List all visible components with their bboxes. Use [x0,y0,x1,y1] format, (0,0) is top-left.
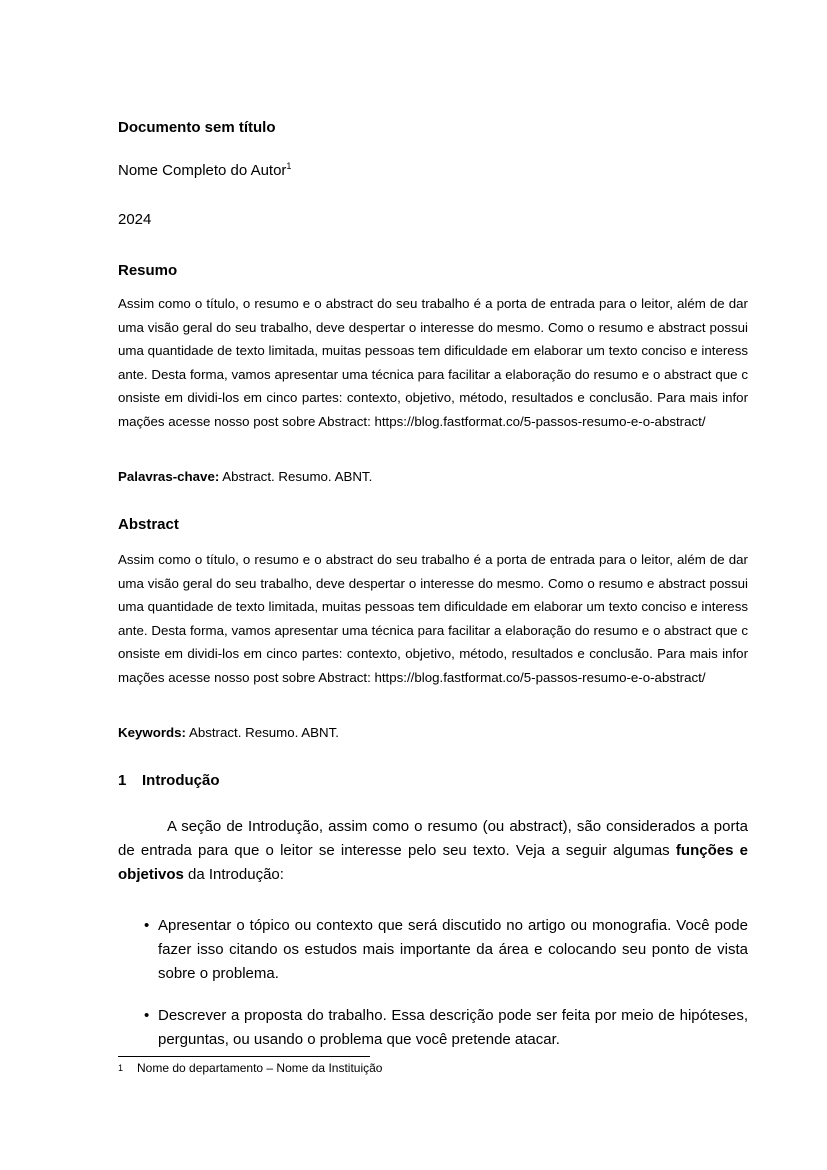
introducao-bullet-list [144,914,748,986]
resumo-heading: Resumo [118,262,178,279]
resumo-keywords-label: Palavras-chave: [118,469,220,484]
footnote-divider [118,1056,370,1057]
resumo-text: Assim como o título, o resumo e o abstract do seu trabalho é a porta de entrada para o leitor, além de dar uma visão geral do seu trabalho, deve despertar o interesse do mesmo. Como o resumo e abstract possui uma quantidade de texto limitada, muitas pessoas tem dificuldade em elaborar um texto conciso e interessante. Desta forma, vamos apresentar uma técnica para facilitar a elaboração do resumo e o abstract que consiste em dividi-los em cinco partes: contexto, objetivo, método, resultados e conclusão. Para mais informações acesse nosso post sobre Abstract: https://blog.fastformat.co/5-passos-resumo-e-o-abstract/ [118,296,748,429]
bullet-text: Apresentar o tópico ou contexto que será discutido no artigo ou monografia. Você pode fazer isso citando os estudos mais importante da área e colocando seu ponto de vista sobre o problema. [158,917,748,982]
abstract-heading: Abstract [118,516,179,533]
section-title: Introdução [142,772,220,789]
bullet-text: Descrever a proposta do trabalho. Essa descrição pode ser feita por meio de hipóteses, perguntas, ou usando o problema que você pretende atacar. [158,1007,748,1048]
intro-text-after: da Introdução: [183,866,284,883]
bullet-item [144,914,748,986]
resumo-keywords-values: Abstract. Resumo. ABNT. [222,469,373,484]
document-title: Documento sem título [118,119,276,136]
introducao-paragraph [118,815,748,887]
resumo-keywords [118,468,372,486]
abstract-text: Assim como o título, o resumo e o abstract do seu trabalho é a porta de entrada para o leitor, além de dar uma visão geral do seu trabalho, deve despertar o interesse do mesmo. Como o resumo e abstract possui uma quantidade de texto limitada, muitas pessoas tem dificuldade em elaborar um texto conciso e interessante. Desta forma, vamos apresentar uma técnica para facilitar a elaboração do resumo e o abstract que consiste em dividi-los em cinco partes: contexto, objetivo, método, resultados e conclusão. Para mais informações acesse nosso post sobre Abstract: https://blog.fastformat.co/5-passos-resumo-e-o-abstract/ [118,552,748,685]
intro-text-bold: funções e objetivos [118,842,749,883]
bullet-icon: • [144,917,150,934]
abstract-keywords-values: Abstract. Resumo. ABNT. [188,725,339,740]
author-name: Nome Completo do Autor [118,162,287,179]
section-number: 1 [118,772,127,789]
document-year: 2024 [118,211,152,228]
document-page [118,0,748,1170]
abstract-keywords [118,724,339,742]
author-line [118,162,291,180]
footnote-mark: 1 [118,1063,124,1073]
intro-text-before: A seção de Introdução, assim como o resumo (ou abstract), são considerados a porta de entrada para que o leitor se interesse pelo seu texto. Veja a seguir algumas [118,818,748,859]
footnote-text: Nome do departamento – Nome da Instituição [137,1061,383,1075]
footnote [118,1061,382,1075]
bullet-icon: • [144,1007,150,1024]
bullet-item [144,1004,748,1052]
introducao-heading [118,772,220,790]
abstract-keywords-label: Keywords: [118,725,186,740]
introducao-bullet-list-2 [144,1004,748,1052]
author-footnote-mark: 1 [286,161,292,171]
